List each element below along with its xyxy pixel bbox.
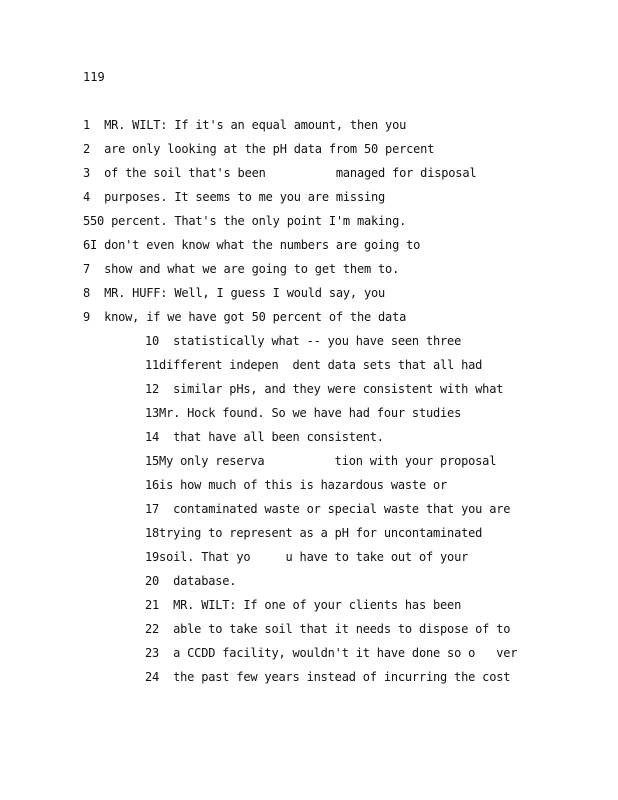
transcript-line-17: 17 contaminated waste or special waste that you are [145,502,511,516]
transcript-line-16: 16is how much of this is hazardous waste or [145,478,448,492]
transcript-line-23: 23 a CCDD facility, wouldn't it have done so o ver [145,646,518,660]
transcript-line-22: 22 able to take soil that it needs to dispose of to [145,622,511,636]
transcript-line-9: 9 know, if we have got 50 percent of the data [83,310,407,324]
transcript-line-4: 4 purposes. It seems to me you are missing [83,190,386,204]
transcript-line-21: 21 MR. WILT: If one of your clients has been [145,598,462,612]
transcript-line-24: 24 the past few years instead of incurring the cost [145,670,511,684]
transcript-line-13: 13Mr. Hock found. So we have had four studies [145,406,462,420]
transcript-line-14: 14 that have all been consistent. [145,430,384,444]
transcript-line-19: 19soil. That yo u have to take out of your [145,550,469,564]
transcript-line-11: 11different indepen dent data sets that all had [145,358,483,372]
transcript-line-12: 12 similar pHs, and they were consistent with what [145,382,504,396]
transcript-line-5: 550 percent. That's the only point I'm making. [83,214,407,228]
transcript-line-18: 18trying to represent as a pH for uncontaminated [145,526,483,540]
transcript-line-20: 20 database. [145,574,237,588]
transcript-line-8: 8 MR. HUFF: Well, I guess I would say, you [83,286,386,300]
page-number: 119 [83,70,105,84]
transcript-line-6: 6I don't even know what the numbers are going to [83,238,421,252]
transcript-line-3: 3 of the soil that's been managed for disposal [83,166,477,180]
transcript-line-7: 7 show and what we are going to get them to. [83,262,400,276]
transcript-line-10: 10 statistically what -- you have seen three [145,334,462,348]
transcript-line-2: 2 are only looking at the pH data from 50 percent [83,142,435,156]
transcript-line-1: 1 MR. WILT: If it's an equal amount, then you [83,118,407,132]
transcript-line-15: 15My only reserva tion with your proposal [145,454,497,468]
